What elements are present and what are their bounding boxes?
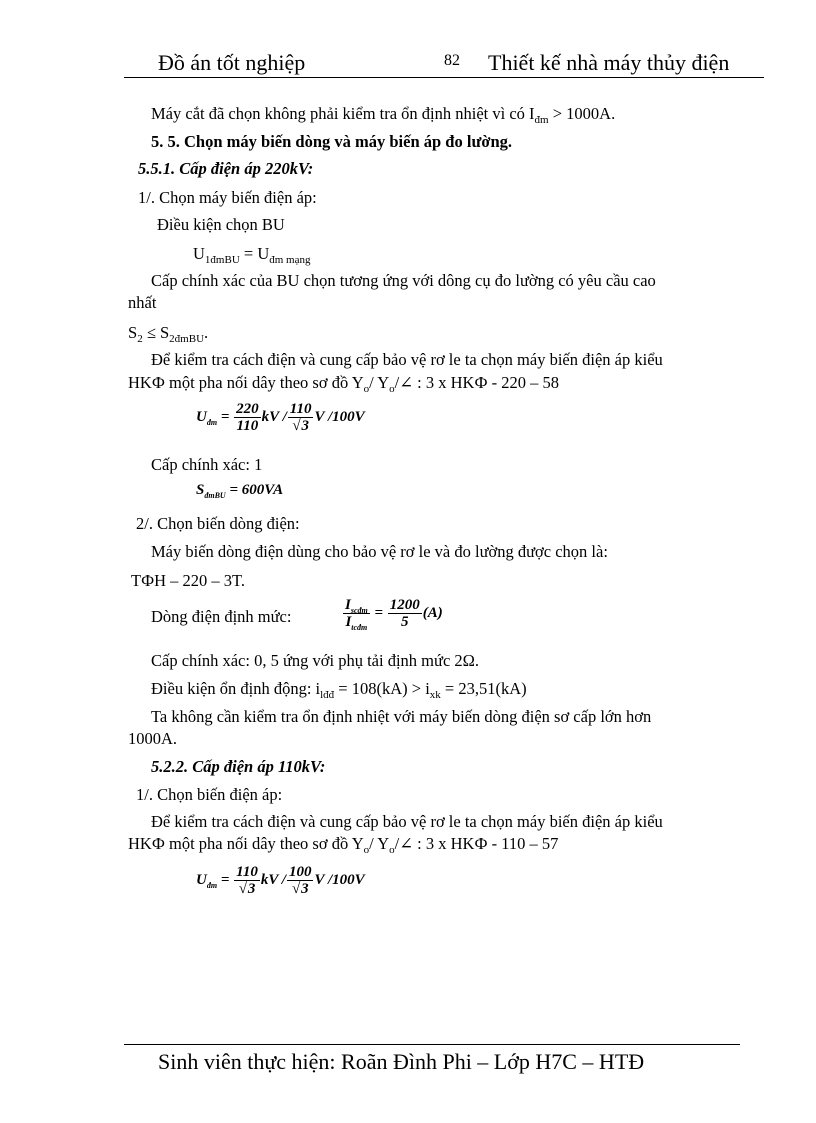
formula-u-110: $U_{đm}$ = $\frac{110}{√3}$ kV / $\frac{100}{√3}$ V /100V [196, 864, 365, 897]
fraction-100-sqrt3: $\frac{100}{√3}$ [288, 864, 312, 897]
paragraph-220-line1: Để kiểm tra cách điện và cung cấp bảo vệ rơ le ta chọn máy biến điện áp kiểu [151, 350, 663, 369]
header-rule [124, 77, 764, 78]
subsection-1-title: 1/. Chọn máy biến điện áp: [138, 188, 317, 207]
thermal-note-line2: 1000A. [128, 729, 178, 748]
accuracy-class-1: Cấp chính xác: 1 [151, 455, 263, 474]
fraction-i-sc-tc: $\frac{I_{scđm}}{I_{tcđm}}$ [345, 597, 368, 632]
header-title-right: Thiết kế nhà máy thủy điện [488, 50, 730, 75]
line-may-cat: Máy cắt đã chọn không phải kiểm tra ổn định nhiệt vì có $I_{đm} > 1000A$. [151, 104, 616, 126]
heading-5-5: 5. 5. Chọn máy biến dòng và máy biến áp đo lường. [151, 132, 513, 151]
accuracy-class-05: Cấp chính xác: 0, 5 ứng với phụ tải định mức 2Ω. [151, 651, 480, 670]
heading-5-5-1: 5.5.1. Cấp điện áp 220kV: [138, 159, 314, 178]
footer-rule [124, 1044, 740, 1045]
equation-u-bu: $U_{1đmBU} = U_{đm mạng}$ [193, 244, 311, 266]
footer-text: Sinh viên thực hiện: Roãn Đình Phi – Lớp H7C – HTĐ [158, 1049, 645, 1074]
page-number: 82 [444, 52, 460, 69]
heading-5-2-2: 5.2.2. Cấp điện áp 110kV: [151, 757, 326, 776]
paragraph-110-line2: HKФ một pha nối dây theo sơ đồ $Y_o/$ $Y_o/\angle$ : 3 x HKФ - 110 – 57 [128, 834, 559, 856]
fraction-110-sqrt3: $\frac{110}{√3}$ [236, 864, 258, 897]
thermal-note-line1: Ta không cần kiểm tra ổn định nhiệt với máy biến dòng điện sơ cấp lớn hơn [151, 707, 652, 726]
formula-s-bu: $S_{đmBU} = 600VA$ [196, 482, 284, 500]
current-transformer-line: Máy biến dòng điện dùng cho bảo vệ rơ le và đo lường được chọn là: [151, 542, 608, 561]
formula-u-220: $U_{đm}$ = $\frac{220}{110}$ kV / $\frac{110}{√3}$ V /100V [196, 401, 365, 434]
formula-rated-current: $\frac{I_{scđm}}{I_{tcđm}}$ = $\frac{1200}{5}$ (A) [345, 597, 443, 632]
fraction-110-sqrt3: $\frac{110}{√3}$ [289, 401, 312, 434]
paragraph-220-line2: HKФ một pha nối dây theo sơ đồ $Y_o/$ $Y_o/\angle$ : 3 x HKФ - 220 – 58 [128, 373, 559, 395]
paragraph-110-line1: Để kiểm tra cách điện và cung cấp bảo vệ rơ le ta chọn máy biến điện áp kiểu [151, 812, 663, 831]
fraction-220-110: $\frac{220}{110}$ [236, 401, 259, 434]
header-title-left: Đồ án tốt nghiệp [158, 50, 306, 75]
transformer-type: TФH – 220 – 3T. [131, 571, 246, 590]
rated-current-label: Dòng điện định mức: [151, 607, 292, 626]
condition-bu: Điều kiện chọn BU [157, 215, 285, 234]
equation-s2: $S_2 \le S_{2đmBU}$. [128, 323, 209, 345]
dynamic-stability-line: Điều kiện ổn định động: $i_{lđđ} = 108(kA) > i_{xk} = 23,51(kA)$ [151, 679, 527, 701]
subsection-2-title: 2/. Chọn biến dòng điện: [136, 514, 300, 533]
fraction-1200-5: $\frac{1200}{5}$ [389, 597, 420, 630]
subsection-3-title: 1/. Chọn biến điện áp: [136, 785, 283, 804]
accuracy-paragraph-line1: Cấp chính xác của BU chọn tương ứng với dông cụ đo lường có yêu cầu cao [151, 271, 656, 290]
accuracy-paragraph-line2: nhất [128, 293, 157, 312]
